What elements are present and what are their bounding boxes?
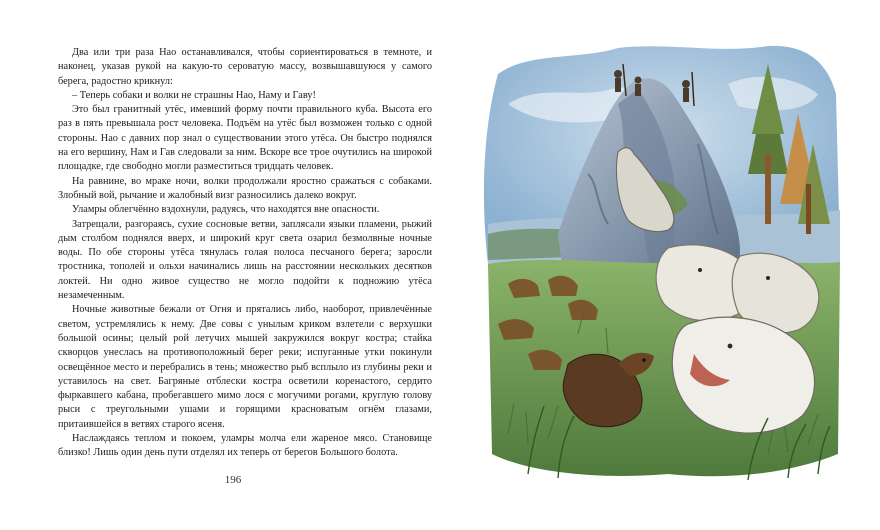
paragraph-5: Уламры облегчённо вздохнули, радуясь, что находятся вне опасности.: [72, 204, 380, 216]
paragraph-1: Два или три раза Нао останавливался, чтобы сориентироваться в темноте, и наконец, указав рукой на какую-то сероватую массу, возвышавшуюся у самого берега, радостно крикнул:: [58, 47, 432, 87]
text-column: [58, 46, 432, 461]
illustration-drawing: [468, 34, 848, 494]
page-number: 196: [224, 474, 242, 486]
paragraph-3: Это был гранитный утёс, имевший форму почти правильного куба. Высота его раз в пять превышала рост человека. Подъём на утёс был возможен только с одной стороны. Нао с давних пор знал о существовании этого утёса. Он быстро поднялся на его вершину, Нам и Гав следовали за ним. Вскоре все трое очутились на широкой площадке, где свободно могли разместиться тридцать человек.: [58, 104, 432, 173]
paragraph-7: Ночные животные бежали от Огня и прятались либо, наоборот, привлечённые светом, устремлялись к нему. Две совы с унылым криком взлетели с верхушки большой осины; целый рой летучих мышей закружился вокруг костра; стайка скворцов унеслась на противоположный берег реки; испуганные утки покинули освещённое место и перебрались в тень; множество рыб всплыло из глубины реки и уставилось на свет. Багряные отблески костра осветили коренастого, сердито фыркавшего кабана, пробегавшего мимо лося с могучими рогами, круглую голову рыси с треугольными ушами и горящими красноватым огнём глазами, притаившейся в ветвях старого ясеня.: [58, 304, 432, 430]
paragraph-4: На равнине, во мраке ночи, волки продолжали яростно сражаться с собаками. Злобный вой, рычание и жалобный визг разносились далеко вокруг.: [58, 175, 432, 201]
paragraph-6: Затрещали, разгораясь, сухие сосновые ветви, заплясали языки пламени, рыжий дым столбом поднялся вверх, и широкий круг света озарил безмолвные ночные воды. По обе стороны утёса тянулась голая полоса песчаного берега; заросли тростника, тополей и ольхи начинались лишь на расстоянии нескольких десятков локтей. Ни одно живое существо не могло подойти к подножию утёса незамеченным.: [58, 218, 432, 302]
illustration: [468, 34, 848, 494]
paragraph-8: Наслаждаясь теплом и покоем, уламры молча ели жареное мясо. Становище близко! Лишь один день пути отделял их теперь от берегов Большого болота.: [58, 433, 432, 459]
paragraph-2: – Теперь собаки и волки не страшны Нао, Наму и Гаву!: [72, 89, 316, 101]
